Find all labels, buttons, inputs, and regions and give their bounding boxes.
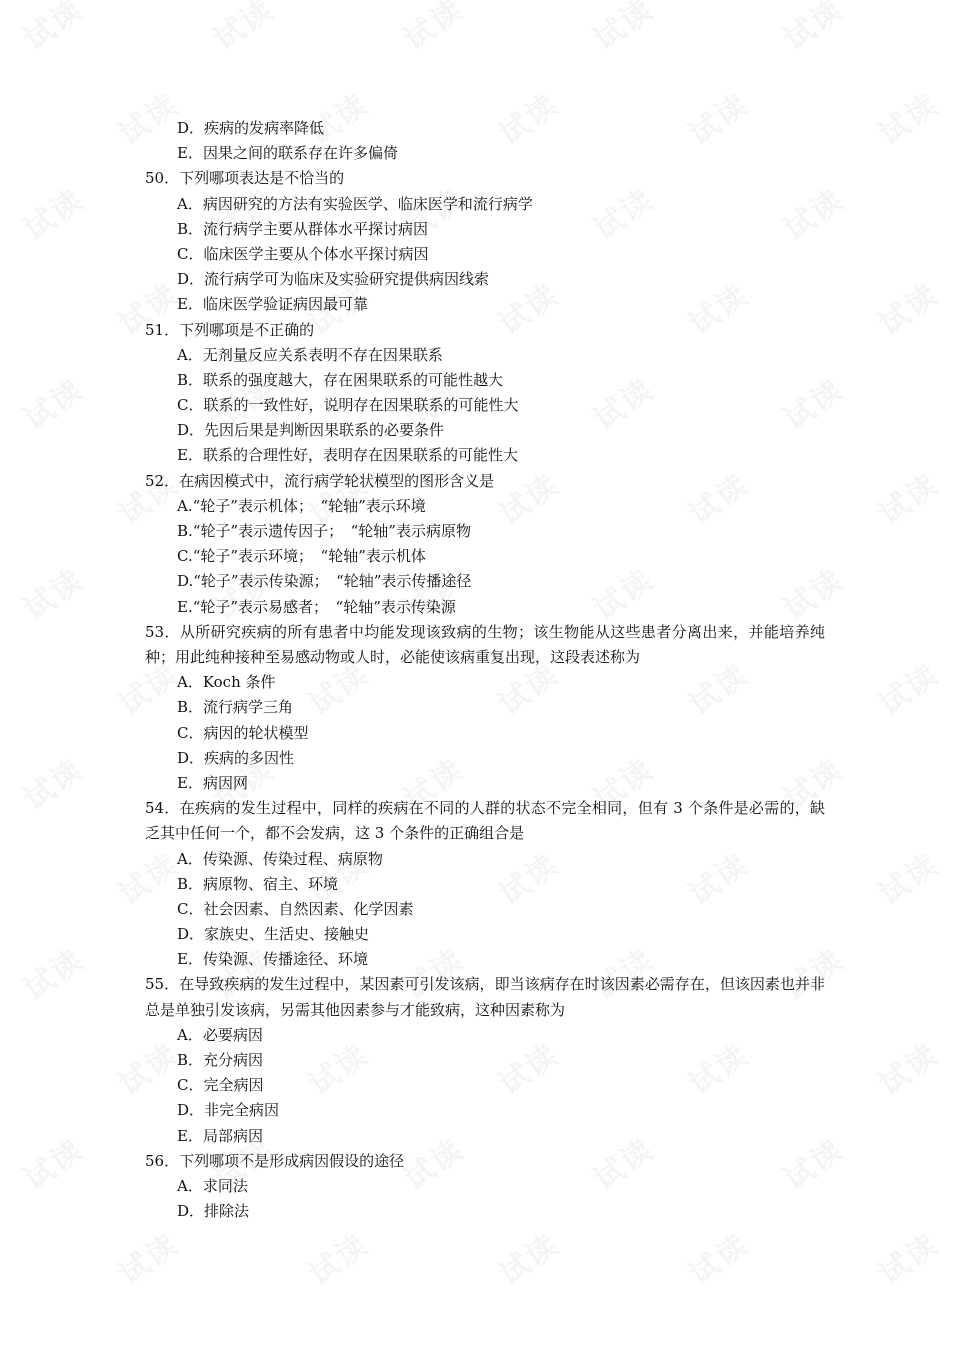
watermark-text bbox=[868, 81, 946, 154]
watermark-text bbox=[868, 271, 946, 344]
answer-option: D．流行病学可为临床及实验研究提供病因线索 bbox=[177, 270, 490, 289]
question-stem: 53．从所研究疾病的所有患者中均能发现该致病的生物；该生物能从这些患者分离出来，并能培养纯种；用此纯种接种至易感动物或人时，必能使该病重复出现，这段表述称为 bbox=[145, 622, 825, 666]
answer-option: D．非完全病因 bbox=[177, 1101, 280, 1120]
answer-option: E．联系的合理性好，表明存在因果联系的可能性大 bbox=[177, 446, 518, 465]
watermark-text bbox=[868, 841, 946, 914]
answer-option: B．充分病因 bbox=[177, 1051, 264, 1070]
watermark-text bbox=[678, 1221, 756, 1294]
answer-option: A．无剂量反应关系表明不存在因果联系 bbox=[177, 345, 443, 364]
answer-option: E．传染源、传播途径、环境 bbox=[177, 950, 368, 969]
watermark-text bbox=[108, 1221, 186, 1294]
answer-option: A．传染源、传染过程、病原物 bbox=[177, 849, 383, 868]
answer-option: B．流行病学主要从群体水平探讨病因 bbox=[177, 219, 429, 238]
answer-option: E.“轮子”表示易感者； “轮轴”表示传染源 bbox=[177, 597, 456, 616]
answer-option: A．求同法 bbox=[177, 1176, 248, 1195]
watermark-text bbox=[868, 1221, 946, 1294]
answer-option: B．流行病学三角 bbox=[177, 698, 294, 717]
watermark-text bbox=[13, 556, 91, 629]
answer-option: C．社会因素、自然因素、化学因素 bbox=[177, 899, 414, 918]
answer-option: E．病因网 bbox=[177, 773, 248, 792]
watermark-text bbox=[583, 0, 661, 58]
watermark-text bbox=[13, 176, 91, 249]
answer-option: B.“轮子”表示遗传因子； “轮轴”表示病原物 bbox=[177, 522, 471, 540]
watermark-text bbox=[203, 0, 281, 58]
watermark-text bbox=[868, 651, 946, 724]
answer-option: D．疾病的多因性 bbox=[177, 748, 295, 767]
answer-option: D．疾病的发病率降低 bbox=[177, 119, 325, 137]
watermark-text bbox=[868, 1031, 946, 1104]
watermark-text bbox=[773, 0, 851, 58]
watermark-text bbox=[13, 1126, 91, 1199]
watermark-text bbox=[298, 1221, 376, 1294]
answer-option: E．因果之间的联系存在许多偏倚 bbox=[177, 144, 398, 163]
answer-option: A．必要病因 bbox=[177, 1025, 263, 1044]
answer-option: E．临床医学验证病因最可靠 bbox=[177, 295, 368, 314]
question-stem: 56．下列哪项不是形成病因假设的途径 bbox=[145, 1151, 405, 1170]
answer-option: A.“轮子”表示机体； “轮轴”表示环境 bbox=[177, 496, 426, 515]
watermark-text bbox=[13, 366, 91, 439]
answer-option: C．病因的轮状模型 bbox=[177, 723, 309, 742]
watermark-text bbox=[868, 461, 946, 534]
answer-option: A．Koch 条件 bbox=[177, 673, 276, 692]
question-stem: 50．下列哪项表达是不恰当的 bbox=[145, 169, 345, 188]
answer-option: C．联系的一致性好，说明存在因果联系的可能性大 bbox=[177, 396, 519, 415]
answer-option: A．病因研究的方法有实验医学、临床医学和流行病学 bbox=[177, 194, 533, 213]
answer-option: D.“轮子”表示传染源； “轮轴”表示传播途径 bbox=[177, 572, 472, 591]
answer-option: C．临床医学主要从个体水平探讨病因 bbox=[177, 244, 429, 263]
document-body bbox=[145, 116, 825, 1224]
watermark-text bbox=[13, 0, 91, 58]
question-stem: 51．下列哪项是不正确的 bbox=[145, 320, 315, 339]
watermark-text bbox=[393, 0, 471, 58]
answer-option: B．联系的强度越大，存在困果联系的可能性越大 bbox=[177, 370, 504, 389]
question-stem: 55．在导致疾病的发生过程中，某因素可引发该病，即当该病存在时该因素必需存在，但该因素也并非总是单独引发该病，另需其他因素参与才能致病，这种因素称为 bbox=[145, 975, 825, 1019]
answer-option: D．先因后果是判断因果联系的必要条件 bbox=[177, 421, 445, 440]
answer-option: C.“轮子”表示环境； “轮轴”表示机体 bbox=[177, 547, 426, 566]
watermark-text bbox=[488, 1221, 566, 1294]
question-stem: 54．在疾病的发生过程中，同样的疾病在不同的人群的状态不完全相同，但有 3 个条件是必需的，缺乏其中任何一个，都不会发病，这 3 个条件的正确组合是 bbox=[145, 799, 825, 843]
answer-option: B．病原物、宿主、环境 bbox=[177, 874, 339, 893]
answer-option: C．完全病因 bbox=[177, 1076, 264, 1095]
watermark-text bbox=[13, 936, 91, 1009]
watermark-text bbox=[13, 746, 91, 819]
question-stem: 52．在病因模式中，流行病学轮状模型的图形含义是 bbox=[145, 471, 495, 490]
answer-option: E．局部病因 bbox=[177, 1126, 263, 1145]
answer-option: D．家族史、生活史、接触史 bbox=[177, 925, 370, 944]
answer-option: D．排除法 bbox=[177, 1202, 250, 1221]
